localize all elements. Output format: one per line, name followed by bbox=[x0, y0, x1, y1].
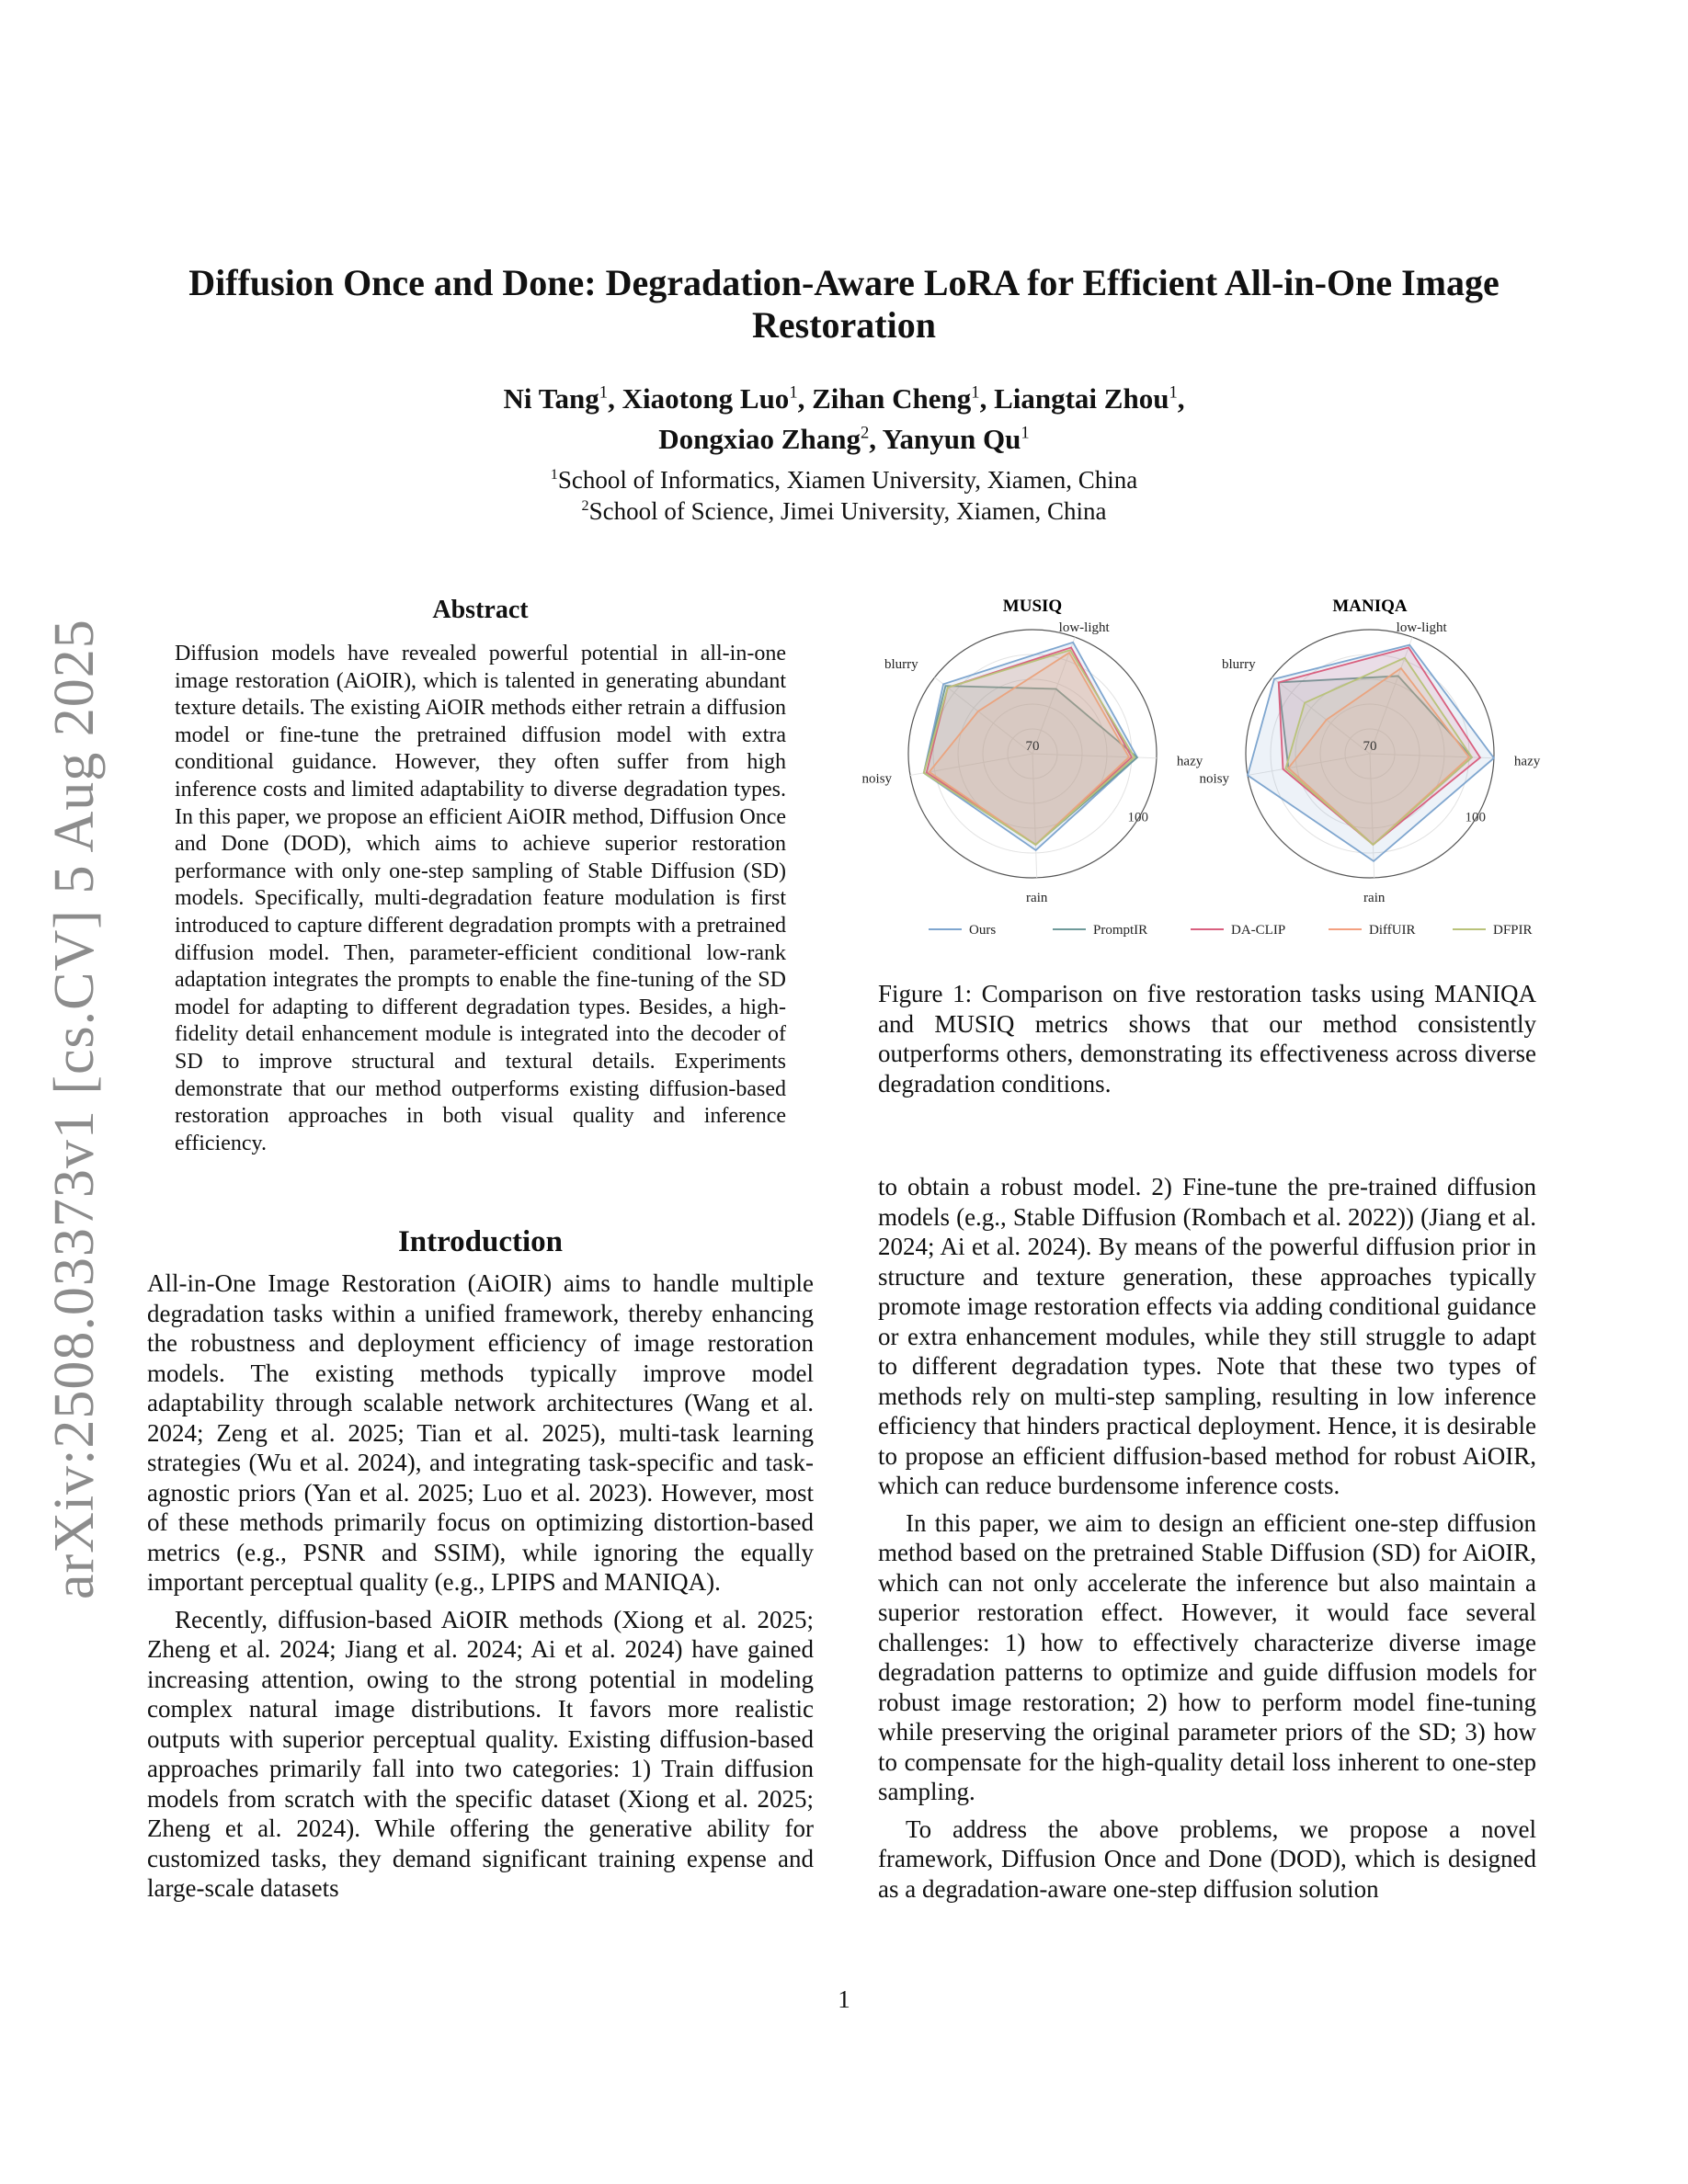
radar-axis-label: rain bbox=[1026, 890, 1048, 905]
radar-axis-label: rain bbox=[1363, 890, 1386, 905]
author-list bbox=[138, 379, 1550, 460]
radar-tick-label: 100 bbox=[1127, 810, 1148, 825]
author: Ni Tang$^1$, bbox=[503, 382, 622, 415]
legend-entry: DFPIR bbox=[1493, 923, 1533, 938]
paragraph: In this paper, we aim to design an efficient one-step diffusion method based on the pretrained Stable Diffusion (SD) for AiOIR, which can not only accelerate the inference but also maintain a superior restoration effect. However, it would face several challenges: 1) how to effectively characterize diverse image degradation patterns to optimize and guide diffusion models for robust image restoration; 2) how to perform model fine-tuning while preserving the original parameter priors of the SD; 3) how to compensate for the high-quality detail loss inherent to one-step sampling. bbox=[878, 1508, 1536, 1805]
author: Zihan Cheng$^1$, bbox=[812, 382, 995, 415]
affiliation: $^1$School of Informatics, Xiamen University, Xiamen, China bbox=[550, 466, 1138, 494]
radar-axis-label: blurry bbox=[884, 656, 918, 672]
legend-entry: PromptIR bbox=[1093, 923, 1148, 938]
abstract-heading: Abstract bbox=[432, 596, 529, 624]
page-number: 1 bbox=[838, 1985, 850, 2013]
author: Dongxiao Zhang$^2$, bbox=[658, 423, 883, 455]
radar-axis-label: low-light bbox=[1396, 620, 1447, 636]
paragraph: to obtain a robust model. 2) Fine-tune the pre-trained diffusion models (e.g., Stable Diffusion (Rombach et al. 2022)) (Jiang et al. 2024; Ai et al. 2024). By means of the powerful diffusion prior in structure and texture generation, these approaches typically promote image restoration effects via adding conditional guidance or extra enhancement modules, while they still struggle to adapt to different degradation types. Note that these two types of methods rely on multi-step sampling, resulting in low inference efficiency that hinders practical deployment. Hence, it is desirable to propose an efficient diffusion-based method for robust AiOIR, which can reduce burdensome inference costs. bbox=[878, 1173, 1536, 1499]
introduction-heading: Introduction bbox=[397, 1225, 564, 1258]
intro-right-column bbox=[878, 1172, 1536, 1911]
legend-entry: DiffUIR bbox=[1369, 923, 1416, 938]
paragraph: All-in-One Image Restoration (AiOIR) aims to handle multiple degradation tasks within a unified framework, thereby enhancing the robustness and deployment efficiency of image restoration models. The existing methods typically improve model adaptability through scalable network architectures (Wang et al. 2024; Zeng et al. 2025; Tian et al. 2025), multi-task learning strategies (Wu et al. 2024), and integrating task-specific and task-agnostic priors (Yan et al. 2025; Luo et al. 2023). However, most of these methods primarily focus on optimizing distortion-based metrics (e.g., PSNR and SSIM), while ignoring the equally important perceptual quality (e.g., LPIPS and MANIQA). bbox=[147, 1269, 814, 1596]
affiliations bbox=[138, 464, 1550, 527]
radar-axis-label: hazy bbox=[1176, 754, 1203, 769]
figure-1 bbox=[861, 588, 1541, 938]
radar-axis-label: blurry bbox=[1221, 656, 1256, 672]
radar-charts bbox=[861, 588, 1541, 947]
arxiv-stamp: arXiv:2508.03373v1 [cs.CV] 5 Aug 2025 bbox=[43, 619, 106, 1599]
affiliation: $^2$School of Science, Jimei University, Xiamen, China bbox=[581, 497, 1107, 525]
radar-axis-label: noisy bbox=[1199, 771, 1230, 787]
radar-tick-label: 70 bbox=[1363, 739, 1377, 754]
radar-axis-label: noisy bbox=[861, 771, 893, 787]
figure-caption: Figure 1: Comparison on five restoration tasks using MANIQA and MUSIQ metrics shows that our method consistently outperforms others, demonstrating its effectiveness across diverse degradation conditions. bbox=[878, 980, 1536, 1098]
radar-title: MUSIQ bbox=[1002, 597, 1063, 616]
legend-entry: Ours bbox=[969, 923, 997, 938]
author: Yanyun Qu$^1$ bbox=[882, 423, 1030, 455]
legend-entry: DA-CLIP bbox=[1231, 923, 1286, 938]
paragraph: To address the above problems, we propose a novel framework, Diffusion Once and Done (DOD), which is designed as a degradation-aware one-step diffusion solution bbox=[878, 1814, 1536, 1903]
radar-axis-label: low-light bbox=[1058, 620, 1110, 636]
radar-title: MANIQA bbox=[1332, 597, 1408, 616]
author: Xiaotong Luo$^1$, bbox=[622, 382, 813, 415]
radar-tick-label: 100 bbox=[1465, 810, 1486, 825]
author: Liangtai Zhou$^1$, bbox=[994, 382, 1185, 415]
intro-left-column bbox=[147, 1268, 814, 1911]
paper-title: Diffusion Once and Done: Degradation-Aware LoRA for Efficient All-in-One Image Restoration bbox=[188, 262, 1500, 346]
radar-tick-label: 70 bbox=[1025, 739, 1040, 754]
radar-axis-label: hazy bbox=[1513, 754, 1541, 769]
abstract-text: Diffusion models have revealed powerful potential in all-in-one image restoration (AiOIR), which is talented in generating abundant texture details. The existing AiOIR methods either retrain a diffusion model or fine-tune the pretrained diffusion model with extra conditional guidance. However, they often suffer from high inference costs and limited adaptability to diverse degradation types. In this paper, we propose an efficient AiOIR method, Diffusion Once and Done (DOD), which aims to achieve superior restoration performance with only one-step sampling of Stable Diffusion (SD) models. Specifically, multi-degradation feature modulation is first introduced to capture different degradation prompts with a pretrained diffusion model. Then, parameter-efficient conditional low-rank adaptation integrates the prompts to enable the fine-tuning of the SD model for adapting to different degradation types. Besides, a high-fidelity detail enhancement module is integrated into the decoder of SD to improve structural and textural details. Experiments demonstrate that our method outperforms existing diffusion-based restoration approaches in both visual quality and inference efficiency. bbox=[175, 642, 786, 1155]
paragraph: Recently, diffusion-based AiOIR methods (Xiong et al. 2025; Zheng et al. 2024; Jiang et al. 2024; Ai et al. 2024) have gained increasing attention, owing to the strong potential in modeling complex natural image distributions. It favors more realistic outputs with superior perceptual quality. Existing diffusion-based approaches primarily fall into two categories: 1) Train diffusion models from scratch with the specific dataset (Xiong et al. 2025; Zheng et al. 2024). While offering the generative ability for customized tasks, they demand significant training expense and large-scale datasets bbox=[147, 1605, 814, 1902]
